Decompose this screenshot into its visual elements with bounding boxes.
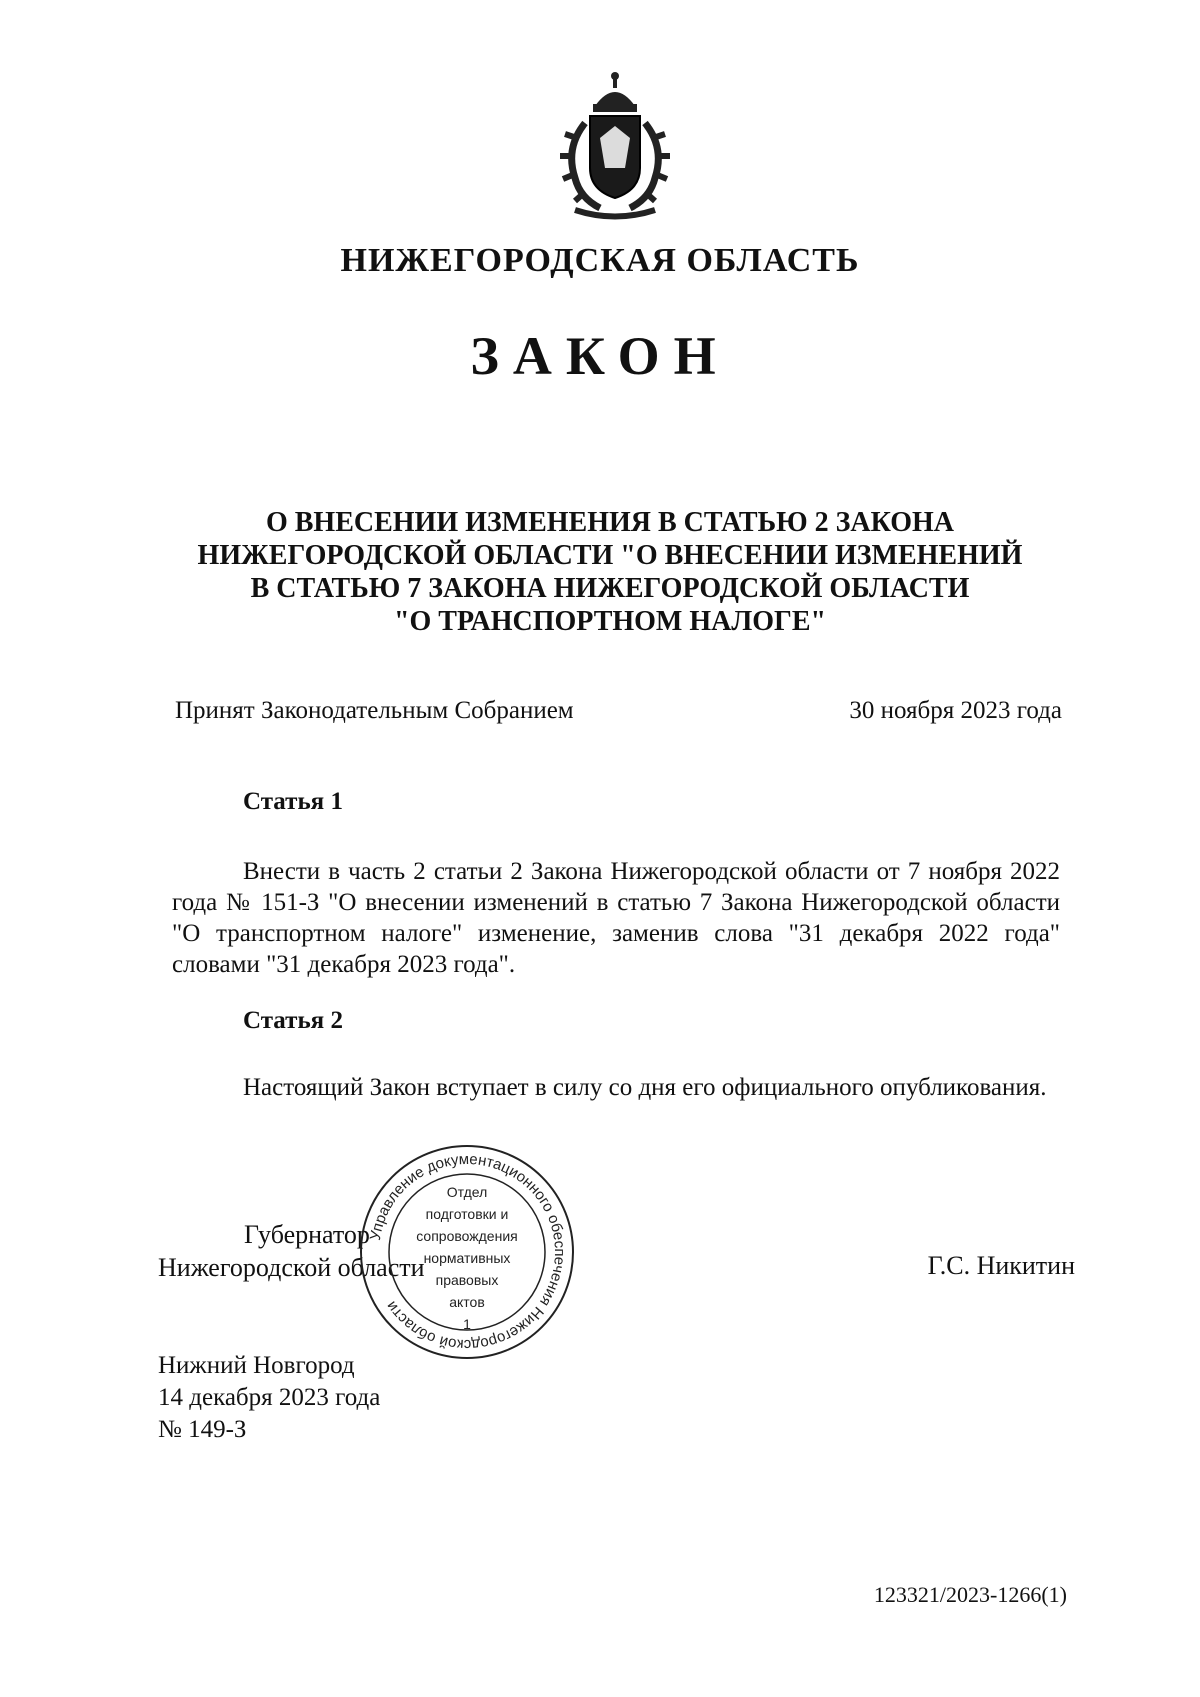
subject-line: О ВНЕСЕНИИ ИЗМЕНЕНИЯ В СТАТЬЮ 2 ЗАКОНА	[265, 507, 955, 538]
official-stamp	[358, 1143, 576, 1361]
position-line: Нижегородской области	[158, 1253, 425, 1282]
stamp-line: правовых	[435, 1272, 499, 1288]
stamp-outer-text: Управление документационного обеспечения Нижегородской области	[366, 1150, 569, 1354]
registration-number: 123321/2023-1266(1)	[873, 1582, 1067, 1607]
stamp-line: подготовки и	[425, 1206, 509, 1222]
adoption-label: Принят Законодательным Собранием	[175, 697, 574, 724]
article-2-text: Настоящий Закон вступает в силу со дня его официального опубликования.	[243, 1074, 1047, 1101]
subject-line: "О ТРАНСПОРТНОМ НАЛОГЕ"	[393, 606, 827, 637]
signing-date: 14 декабря 2023 года	[158, 1384, 381, 1411]
subject-line: В СТАТЬЮ 7 ЗАКОНА НИЖЕГОРОДСКОЙ ОБЛАСТИ	[250, 573, 970, 604]
stamp-line: сопровождения	[416, 1228, 518, 1244]
law-subject-title	[160, 506, 1060, 638]
adoption-date: 30 ноября 2023 года	[849, 697, 1062, 724]
stamp-line: 1	[463, 1316, 471, 1332]
document-type-title: ЗАКОН	[470, 326, 730, 386]
law-number: № 149-З	[158, 1416, 247, 1443]
stamp-line: актов	[449, 1294, 485, 1310]
stamp-line: нормативных	[423, 1250, 511, 1266]
region-title: НИЖЕГОРОДСКАЯ ОБЛАСТЬ	[340, 242, 860, 279]
place-and-date	[158, 1350, 380, 1446]
position-line: Губернатор	[244, 1220, 370, 1249]
city: Нижний Новгород	[158, 1352, 355, 1379]
article-2-heading: Статья 2	[243, 1007, 343, 1034]
signatory-name: Г.С. Никитин	[927, 1251, 1075, 1280]
coat-of-arms-emblem	[555, 68, 675, 223]
subject-line: НИЖЕГОРОДСКОЙ ОБЛАСТИ "О ВНЕСЕНИИ ИЗМЕНЕНИЙ	[197, 540, 1023, 571]
stamp-line: Отдел	[446, 1184, 488, 1200]
article-1-text: Внести в часть 2 статьи 2 Закона Нижегородской области от 7 ноября 2022 года № 151-З "О внесении изменений в статью 7 Закона Нижегородской области "О транспортном налоге" изменение, заменив слова "31 декабря 2022 года" словами "31 декабря 2023 года".	[172, 858, 1060, 978]
article-1-heading: Статья 1	[243, 788, 343, 815]
